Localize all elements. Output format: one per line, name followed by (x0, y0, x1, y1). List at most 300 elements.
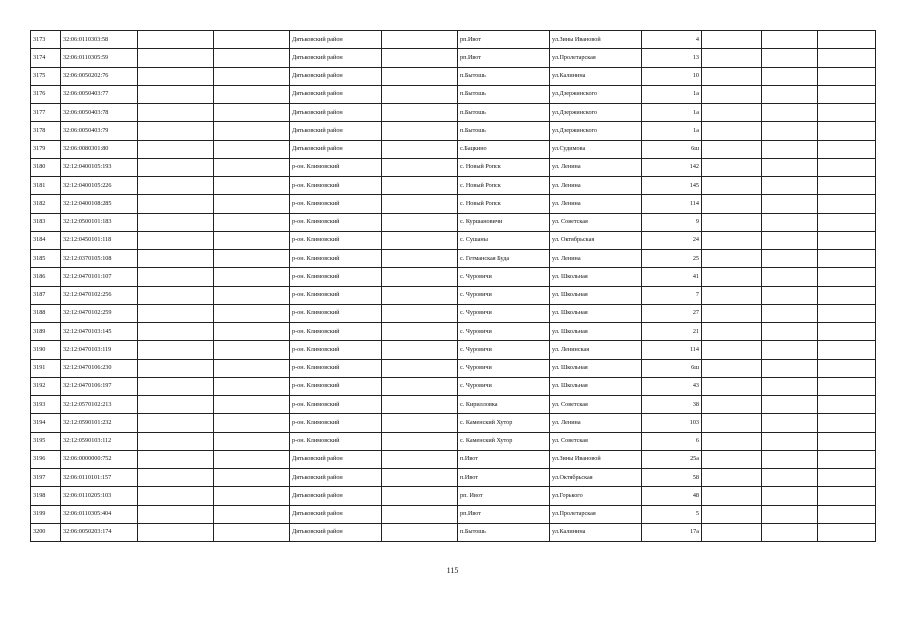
empty-cell (702, 450, 762, 468)
district-cell: р-он. Климовский (290, 341, 382, 359)
empty-cell (818, 487, 876, 505)
empty-cell (702, 104, 762, 122)
row-number-cell: 3174 (31, 49, 61, 67)
street-cell: ул.Горького (550, 487, 642, 505)
empty-cell (138, 450, 214, 468)
row-number-cell: 3197 (31, 469, 61, 487)
house-number-cell: 25а (642, 450, 702, 468)
street-cell: ул.Судимова (550, 140, 642, 158)
empty-cell (382, 195, 458, 213)
empty-cell (818, 140, 876, 158)
locality-cell: с. Сушаны (458, 231, 550, 249)
empty-cell (138, 432, 214, 450)
empty-cell (214, 67, 290, 85)
locality-cell: рп.Ивот (458, 31, 550, 49)
empty-cell (382, 505, 458, 523)
empty-cell (214, 359, 290, 377)
table-row (31, 523, 876, 541)
house-number-cell: 6ш (642, 140, 702, 158)
empty-cell (214, 505, 290, 523)
street-cell: ул.Дзержинского (550, 122, 642, 140)
street-cell: ул. Школьная (550, 304, 642, 322)
empty-cell (762, 304, 818, 322)
house-number-cell: 10 (642, 67, 702, 85)
street-cell: ул. Школьная (550, 377, 642, 395)
cadastral-number-cell: 32:06:0050403:79 (61, 122, 138, 140)
empty-cell (762, 158, 818, 176)
registry-table-body (31, 31, 876, 542)
empty-cell (214, 49, 290, 67)
locality-cell: с. Новый Ропск (458, 177, 550, 195)
row-number-cell: 3180 (31, 158, 61, 176)
empty-cell (702, 359, 762, 377)
row-number-cell: 3184 (31, 231, 61, 249)
street-cell: ул.Пролетарская (550, 49, 642, 67)
row-number-cell: 3187 (31, 286, 61, 304)
street-cell: ул. Ленина (550, 195, 642, 213)
empty-cell (818, 49, 876, 67)
empty-cell (214, 122, 290, 140)
empty-cell (138, 396, 214, 414)
empty-cell (702, 158, 762, 176)
row-number-cell: 3189 (31, 323, 61, 341)
table-row (31, 487, 876, 505)
empty-cell (382, 49, 458, 67)
district-cell: Дятьковский район (290, 523, 382, 541)
empty-cell (818, 304, 876, 322)
table-row (31, 469, 876, 487)
empty-cell (818, 523, 876, 541)
row-number-cell: 3200 (31, 523, 61, 541)
empty-cell (762, 122, 818, 140)
table-row (31, 505, 876, 523)
house-number-cell: 27 (642, 304, 702, 322)
empty-cell (818, 268, 876, 286)
locality-cell: с. Чуровичи (458, 286, 550, 304)
row-number-cell: 3186 (31, 268, 61, 286)
empty-cell (138, 523, 214, 541)
street-cell: ул.Калинина (550, 523, 642, 541)
empty-cell (138, 213, 214, 231)
table-row (31, 396, 876, 414)
empty-cell (214, 158, 290, 176)
empty-cell (138, 377, 214, 395)
table-row (31, 177, 876, 195)
empty-cell (818, 450, 876, 468)
house-number-cell: 114 (642, 341, 702, 359)
empty-cell (214, 523, 290, 541)
empty-cell (762, 523, 818, 541)
empty-cell (818, 323, 876, 341)
district-cell: Дятьковский район (290, 469, 382, 487)
district-cell: р-он. Климовский (290, 414, 382, 432)
district-cell: Дятьковский район (290, 140, 382, 158)
empty-cell (762, 396, 818, 414)
empty-cell (818, 67, 876, 85)
district-cell: р-он. Климовский (290, 213, 382, 231)
empty-cell (702, 304, 762, 322)
empty-cell (818, 250, 876, 268)
cadastral-number-cell: 32:06:0000000:752 (61, 450, 138, 468)
table-row (31, 286, 876, 304)
registry-table (30, 30, 876, 542)
street-cell: ул.Зины Ивановой (550, 450, 642, 468)
empty-cell (702, 140, 762, 158)
house-number-cell: 24 (642, 231, 702, 249)
empty-cell (382, 304, 458, 322)
empty-cell (138, 323, 214, 341)
empty-cell (762, 231, 818, 249)
empty-cell (382, 177, 458, 195)
house-number-cell: 142 (642, 158, 702, 176)
locality-cell: п.Ивот (458, 450, 550, 468)
district-cell: Дятьковский район (290, 487, 382, 505)
row-number-cell: 3176 (31, 85, 61, 103)
street-cell: ул. Советская (550, 432, 642, 450)
table-row (31, 158, 876, 176)
table-row (31, 377, 876, 395)
district-cell: Дятьковский район (290, 104, 382, 122)
empty-cell (702, 231, 762, 249)
street-cell: ул.Зины Ивановой (550, 31, 642, 49)
empty-cell (818, 432, 876, 450)
house-number-cell: 6 (642, 432, 702, 450)
empty-cell (382, 323, 458, 341)
district-cell: р-он. Климовский (290, 323, 382, 341)
locality-cell: с. Чуровичи (458, 377, 550, 395)
empty-cell (818, 213, 876, 231)
locality-cell: с. Чуровичи (458, 341, 550, 359)
house-number-cell: 43 (642, 377, 702, 395)
empty-cell (818, 396, 876, 414)
empty-cell (382, 359, 458, 377)
house-number-cell: 7 (642, 286, 702, 304)
empty-cell (138, 250, 214, 268)
empty-cell (702, 487, 762, 505)
street-cell: ул.Дзержинского (550, 104, 642, 122)
empty-cell (818, 195, 876, 213)
table-row (31, 67, 876, 85)
empty-cell (818, 104, 876, 122)
cadastral-number-cell: 32:12:0370105:108 (61, 250, 138, 268)
empty-cell (214, 213, 290, 231)
empty-cell (214, 85, 290, 103)
locality-cell: п.Бытошь (458, 67, 550, 85)
street-cell: ул. Ленина (550, 177, 642, 195)
empty-cell (382, 396, 458, 414)
empty-cell (382, 85, 458, 103)
empty-cell (382, 341, 458, 359)
cadastral-number-cell: 32:12:0470101:107 (61, 268, 138, 286)
empty-cell (214, 104, 290, 122)
empty-cell (818, 85, 876, 103)
empty-cell (214, 450, 290, 468)
table-row (31, 323, 876, 341)
locality-cell: рп.Ивот (458, 505, 550, 523)
cadastral-number-cell: 32:06:0110305:404 (61, 505, 138, 523)
district-cell: Дятьковский район (290, 505, 382, 523)
empty-cell (138, 67, 214, 85)
empty-cell (214, 177, 290, 195)
row-number-cell: 3177 (31, 104, 61, 122)
empty-cell (762, 432, 818, 450)
house-number-cell: 48 (642, 487, 702, 505)
house-number-cell: 1а (642, 104, 702, 122)
row-number-cell: 3196 (31, 450, 61, 468)
empty-cell (138, 469, 214, 487)
empty-cell (762, 140, 818, 158)
empty-cell (702, 323, 762, 341)
empty-cell (138, 268, 214, 286)
empty-cell (382, 67, 458, 85)
row-number-cell: 3198 (31, 487, 61, 505)
district-cell: Дятьковский район (290, 67, 382, 85)
empty-cell (702, 377, 762, 395)
table-row (31, 250, 876, 268)
empty-cell (214, 195, 290, 213)
district-cell: Дятьковский район (290, 31, 382, 49)
row-number-cell: 3181 (31, 177, 61, 195)
row-number-cell: 3178 (31, 122, 61, 140)
empty-cell (702, 469, 762, 487)
cadastral-number-cell: 32:06:0050403:78 (61, 104, 138, 122)
empty-cell (382, 523, 458, 541)
empty-cell (214, 414, 290, 432)
row-number-cell: 3173 (31, 31, 61, 49)
locality-cell: с. Чуровичи (458, 304, 550, 322)
house-number-cell: 41 (642, 268, 702, 286)
empty-cell (818, 177, 876, 195)
empty-cell (762, 359, 818, 377)
house-number-cell: 5 (642, 505, 702, 523)
locality-cell: с. Каменский Хутор (458, 432, 550, 450)
street-cell: ул.Октябрьская (550, 469, 642, 487)
empty-cell (138, 104, 214, 122)
row-number-cell: 3192 (31, 377, 61, 395)
locality-cell: с. Каменский Хутор (458, 414, 550, 432)
empty-cell (762, 268, 818, 286)
locality-cell: п.Ивот (458, 469, 550, 487)
street-cell: ул. Советская (550, 213, 642, 231)
table-row (31, 213, 876, 231)
empty-cell (214, 286, 290, 304)
empty-cell (382, 414, 458, 432)
empty-cell (762, 450, 818, 468)
empty-cell (702, 250, 762, 268)
street-cell: ул.Дзержинского (550, 85, 642, 103)
empty-cell (702, 122, 762, 140)
empty-cell (138, 487, 214, 505)
empty-cell (762, 49, 818, 67)
street-cell: ул. Школьная (550, 323, 642, 341)
empty-cell (762, 323, 818, 341)
table-row (31, 195, 876, 213)
empty-cell (702, 268, 762, 286)
empty-cell (138, 85, 214, 103)
row-number-cell: 3175 (31, 67, 61, 85)
cadastral-number-cell: 32:12:0400105:193 (61, 158, 138, 176)
table-row (31, 414, 876, 432)
cadastral-number-cell: 32:12:0570102:213 (61, 396, 138, 414)
empty-cell (702, 523, 762, 541)
house-number-cell: 9 (642, 213, 702, 231)
empty-cell (138, 341, 214, 359)
empty-cell (382, 286, 458, 304)
empty-cell (818, 158, 876, 176)
empty-cell (382, 158, 458, 176)
cadastral-number-cell: 32:06:0050403:77 (61, 85, 138, 103)
row-number-cell: 3183 (31, 213, 61, 231)
empty-cell (762, 85, 818, 103)
cadastral-number-cell: 32:06:0110305:59 (61, 49, 138, 67)
empty-cell (762, 67, 818, 85)
empty-cell (762, 31, 818, 49)
district-cell: р-он. Климовский (290, 250, 382, 268)
house-number-cell: 13 (642, 49, 702, 67)
cadastral-number-cell: 32:12:0470103:119 (61, 341, 138, 359)
row-number-cell: 3195 (31, 432, 61, 450)
empty-cell (818, 122, 876, 140)
street-cell: ул. Ленина (550, 158, 642, 176)
empty-cell (818, 359, 876, 377)
empty-cell (382, 231, 458, 249)
locality-cell: с. Чуровичи (458, 359, 550, 377)
empty-cell (702, 85, 762, 103)
cadastral-number-cell: 32:06:0110205:103 (61, 487, 138, 505)
district-cell: Дятьковский район (290, 450, 382, 468)
empty-cell (762, 250, 818, 268)
empty-cell (762, 377, 818, 395)
cadastral-number-cell: 32:12:0470102:256 (61, 286, 138, 304)
empty-cell (818, 341, 876, 359)
empty-cell (762, 195, 818, 213)
table-row (31, 359, 876, 377)
locality-cell: рп.Ивот (458, 49, 550, 67)
table-row (31, 85, 876, 103)
house-number-cell: 25 (642, 250, 702, 268)
district-cell: Дятьковский район (290, 85, 382, 103)
empty-cell (762, 213, 818, 231)
empty-cell (762, 414, 818, 432)
empty-cell (214, 31, 290, 49)
empty-cell (702, 213, 762, 231)
cadastral-number-cell: 32:12:0400105:226 (61, 177, 138, 195)
district-cell: р-он. Климовский (290, 359, 382, 377)
empty-cell (702, 432, 762, 450)
cadastral-number-cell: 32:12:0450101:118 (61, 231, 138, 249)
locality-cell: п.Бытошь (458, 523, 550, 541)
empty-cell (382, 104, 458, 122)
empty-cell (382, 432, 458, 450)
empty-cell (818, 286, 876, 304)
empty-cell (762, 505, 818, 523)
row-number-cell: 3193 (31, 396, 61, 414)
row-number-cell: 3199 (31, 505, 61, 523)
empty-cell (214, 432, 290, 450)
empty-cell (138, 414, 214, 432)
house-number-cell: 58 (642, 469, 702, 487)
cadastral-number-cell: 32:12:0470106:197 (61, 377, 138, 395)
empty-cell (138, 231, 214, 249)
empty-cell (382, 377, 458, 395)
empty-cell (702, 177, 762, 195)
table-row (31, 140, 876, 158)
house-number-cell: 114 (642, 195, 702, 213)
empty-cell (138, 140, 214, 158)
cadastral-number-cell: 32:06:0050203:174 (61, 523, 138, 541)
table-row (31, 268, 876, 286)
empty-cell (702, 49, 762, 67)
district-cell: р-он. Климовский (290, 377, 382, 395)
empty-cell (762, 177, 818, 195)
empty-cell (818, 505, 876, 523)
row-number-cell: 3185 (31, 250, 61, 268)
empty-cell (214, 268, 290, 286)
district-cell: р-он. Климовский (290, 396, 382, 414)
empty-cell (138, 359, 214, 377)
empty-cell (702, 414, 762, 432)
locality-cell: рп. Ивот (458, 487, 550, 505)
district-cell: р-он. Климовский (290, 304, 382, 322)
empty-cell (382, 122, 458, 140)
cadastral-number-cell: 32:12:0590101:232 (61, 414, 138, 432)
empty-cell (702, 505, 762, 523)
empty-cell (818, 414, 876, 432)
page-number: 115 (446, 566, 459, 575)
row-number-cell: 3188 (31, 304, 61, 322)
empty-cell (702, 67, 762, 85)
street-cell: ул. Советская (550, 396, 642, 414)
empty-cell (762, 469, 818, 487)
locality-cell: с. Чуровичи (458, 323, 550, 341)
empty-cell (382, 213, 458, 231)
street-cell: ул. Ленинская (550, 341, 642, 359)
row-number-cell: 3179 (31, 140, 61, 158)
district-cell: р-он. Климовский (290, 432, 382, 450)
table-row (31, 450, 876, 468)
locality-cell: п.Бытошь (458, 122, 550, 140)
table-row (31, 304, 876, 322)
empty-cell (382, 450, 458, 468)
empty-cell (138, 195, 214, 213)
house-number-cell: 38 (642, 396, 702, 414)
empty-cell (818, 231, 876, 249)
empty-cell (138, 304, 214, 322)
street-cell: ул. Ленина (550, 250, 642, 268)
row-number-cell: 3194 (31, 414, 61, 432)
street-cell: ул. Ленина (550, 414, 642, 432)
street-cell: ул. Школьная (550, 268, 642, 286)
district-cell: р-он. Климовский (290, 177, 382, 195)
cadastral-number-cell: 32:12:0500101:183 (61, 213, 138, 231)
empty-cell (762, 104, 818, 122)
house-number-cell: 17а (642, 523, 702, 541)
house-number-cell: 21 (642, 323, 702, 341)
house-number-cell: 1а (642, 122, 702, 140)
street-cell: ул. Октябрьская (550, 231, 642, 249)
locality-cell: с. Гетманская Буда (458, 250, 550, 268)
cadastral-number-cell: 32:12:0470102:259 (61, 304, 138, 322)
empty-cell (762, 341, 818, 359)
empty-cell (214, 341, 290, 359)
locality-cell: с. Чуровичи (458, 268, 550, 286)
table-row (31, 104, 876, 122)
empty-cell (382, 469, 458, 487)
empty-cell (214, 140, 290, 158)
locality-cell: п.Бытошь (458, 85, 550, 103)
street-cell: ул. Школьная (550, 286, 642, 304)
empty-cell (214, 250, 290, 268)
